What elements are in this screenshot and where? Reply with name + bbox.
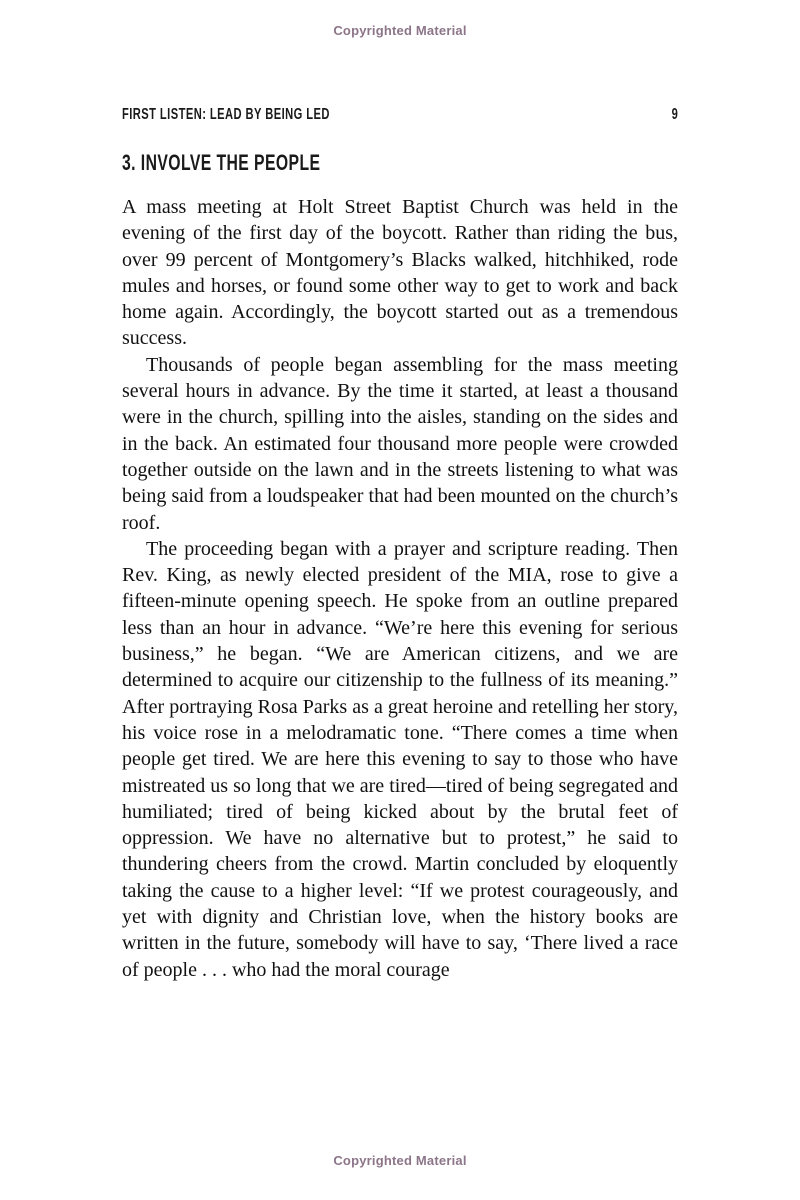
page-content xyxy=(122,0,678,983)
running-header xyxy=(122,106,678,124)
paragraph-1: A mass meeting at Holt Street Baptist Church was held in the evening of the first day of the boycott. Rather than riding the bus, over 99 percent of Montgomery’s Blacks walked, hitchhiked, rode mules and horses, or found some other way to get to work and back home again. Accordingly, the boycott started out as a tremendous success. xyxy=(122,196,678,350)
body-text xyxy=(122,194,678,983)
paragraph-3: The proceeding began with a prayer and scripture reading. Then Rev. King, as newly elected president of the MIA, rose to give a fifteen-minute opening speech. He spoke from an outline prepared less than an hour in advance. “We’re here this evening for serious business,” he began. “We are American citizens, and we are determined to acquire our citizenship to the fullness of its meaning.” After portraying Rosa Parks as a great heroine and retelling her story, his voice rose in a melodramatic tone. “There comes a time when people get tired. We are here this evening to say to those who have mistreated us so long that we are tired—tired of being segregated and humiliated; tired of being kicked about by the brutal feet of oppression. We have no alternative but to protest,” he said to thundering cheers from the crowd. Martin concluded by eloquently taking the cause to a higher level: “If we protest courageously, and yet with dignity and Christian love, when the history books are written in the future, somebody will have to say, ‘There lived a race of people . . . who had the moral courage xyxy=(122,537,678,981)
page-number: 9 xyxy=(671,106,678,123)
paragraph-2: Thousands of people began assembling for the mass meeting several hours in advance. By the time it started, at least a thousand were in the church, spilling into the aisles, standing on the sides and in the back. An estimated four thousand more people were crowded together outside on the lawn and in the streets listening to what was being said from a loudspeaker that had been mounted on the church’s roof. xyxy=(122,353,678,534)
copyright-notice-bottom: Copyrighted Material xyxy=(333,1153,467,1168)
section-heading-text: 3. INVOLVE THE PEOPLE xyxy=(122,150,321,175)
running-title: FIRST LISTEN: LEAD BY BEING LED xyxy=(122,106,330,123)
section-heading xyxy=(122,149,678,177)
copyright-notice-top: Copyrighted Material xyxy=(333,23,467,38)
